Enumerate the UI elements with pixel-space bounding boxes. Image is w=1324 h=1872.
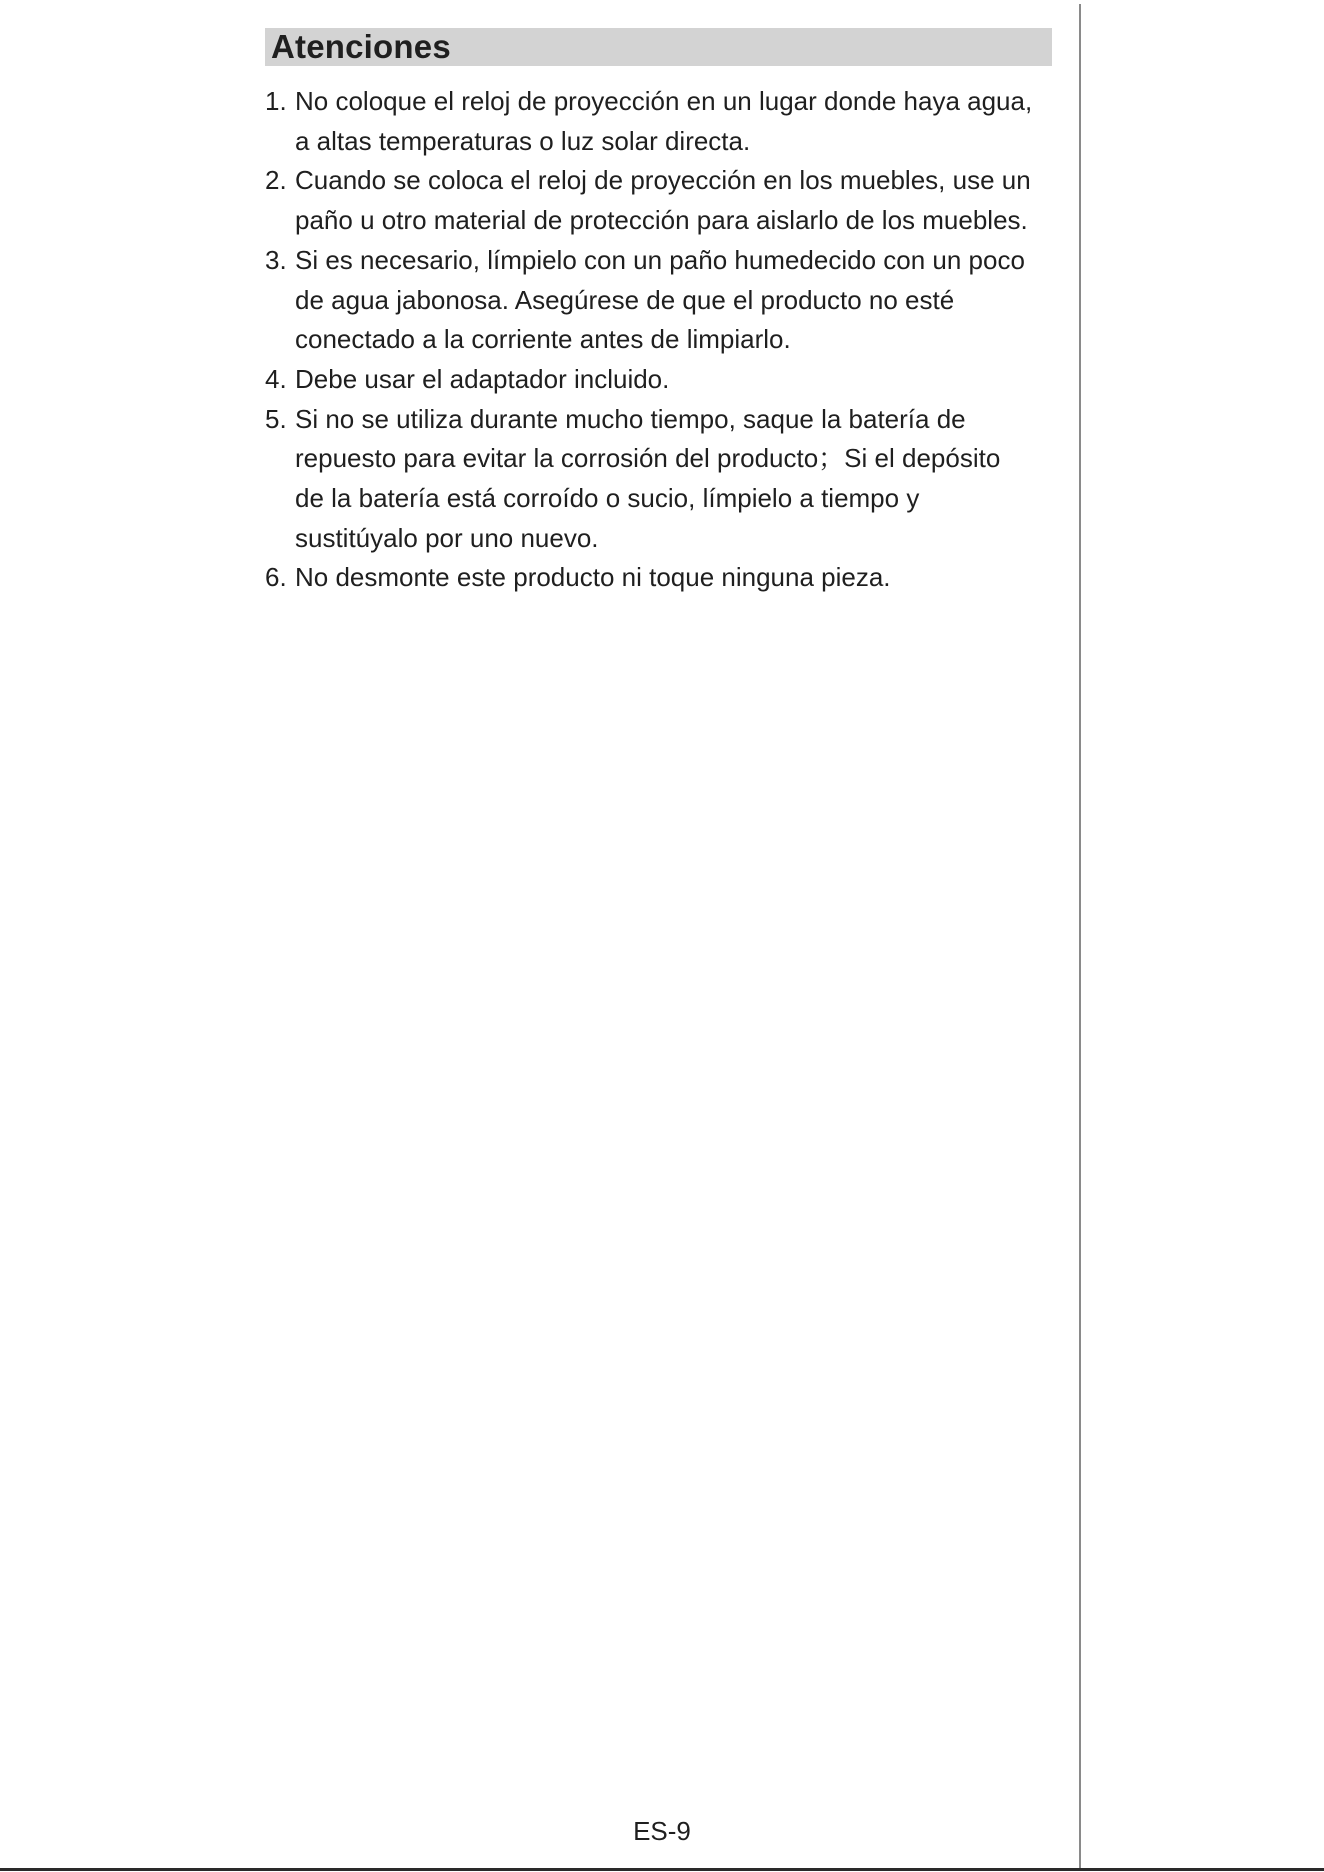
list-item-text: Cuando se coloca el reloj de proyección en los muebles, use un — [295, 165, 1031, 196]
list-item-number: 1. — [265, 86, 287, 116]
list-item — [265, 360, 1080, 400]
list-item-text: No coloque el reloj de proyección en un lugar donde haya agua, — [295, 86, 1033, 116]
list-item-text: Debe usar el adaptador incluido. — [295, 363, 670, 394]
attentions-section — [265, 28, 1080, 598]
list-item-text: a altas temperaturas o luz solar directa. — [295, 125, 751, 156]
list-item-text: conectado a la corriente antes de limpiarlo. — [295, 324, 791, 355]
list-item-number: 4. — [265, 363, 287, 394]
page-footer — [0, 1816, 1324, 1847]
list-item — [265, 161, 1080, 240]
list-item-text: paño u otro material de protección para aislarlo de los muebles. — [295, 205, 1028, 236]
list-item-number: 5. — [265, 403, 287, 434]
section-heading-bar — [265, 28, 1052, 66]
list-item-number: 2. — [265, 165, 287, 196]
list-item-number: 6. — [265, 562, 287, 593]
list-item-text: de la batería está corroído o sucio, límpielo a tiempo y — [295, 483, 920, 514]
list-item — [265, 241, 1080, 360]
section-heading: Atenciones — [271, 28, 451, 65]
list-item-text: Si es necesario, límpielo con un paño humedecido con un poco — [295, 244, 1025, 275]
list-item-text: repuesto para evitar la corrosión del producto；Si el depósito — [295, 443, 1001, 474]
attentions-list — [265, 82, 1080, 598]
list-item-text: No desmonte este producto ni toque ninguna pieza. — [295, 562, 891, 593]
list-item-text: de agua jabonosa. Asegúrese de que el producto no esté — [295, 284, 955, 315]
page-bottom-rule — [0, 1868, 1324, 1871]
list-item — [265, 400, 1080, 559]
page-number: ES-9 — [633, 1816, 691, 1846]
list-item — [265, 558, 1080, 598]
list-item-number: 3. — [265, 244, 287, 275]
list-item-text: Si no se utiliza durante mucho tiempo, saque la batería de — [295, 403, 966, 434]
list-item — [265, 82, 1080, 161]
list-item-text: sustitúyalo por uno nuevo. — [295, 522, 599, 553]
